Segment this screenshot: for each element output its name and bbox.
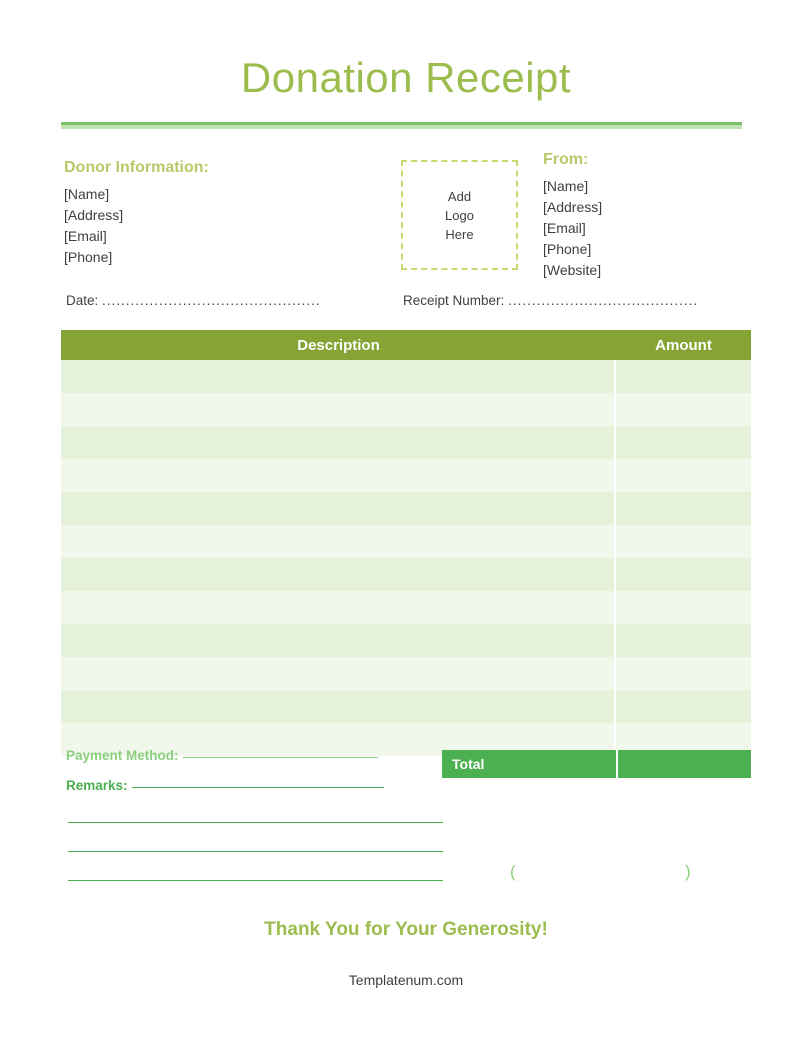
table-row[interactable] bbox=[61, 591, 751, 624]
cell-amount[interactable] bbox=[616, 591, 751, 624]
items-table-header bbox=[61, 330, 751, 360]
cell-amount[interactable] bbox=[616, 360, 751, 393]
items-table-body bbox=[61, 360, 751, 756]
cell-amount[interactable] bbox=[616, 690, 751, 723]
donor-address-field[interactable]: [Address] bbox=[64, 207, 124, 224]
cell-amount[interactable] bbox=[616, 426, 751, 459]
table-row[interactable] bbox=[61, 525, 751, 558]
table-row[interactable] bbox=[61, 624, 751, 657]
column-header-description: Description bbox=[297, 336, 380, 354]
payment-method-field[interactable] bbox=[66, 748, 378, 763]
cell-amount[interactable] bbox=[616, 492, 751, 525]
total-value[interactable] bbox=[618, 750, 751, 778]
add-logo-placeholder[interactable] bbox=[401, 160, 518, 270]
receipt-number-label: Receipt Number: bbox=[403, 293, 505, 308]
remarks-extra-line-2[interactable] bbox=[68, 851, 443, 852]
cell-amount[interactable] bbox=[616, 558, 751, 591]
cell-description[interactable] bbox=[61, 624, 616, 657]
from-email-field[interactable]: [Email] bbox=[543, 220, 586, 237]
cell-description[interactable] bbox=[61, 360, 616, 393]
page-title: Donation Receipt bbox=[240, 54, 572, 101]
cell-amount[interactable] bbox=[616, 393, 751, 426]
donor-phone-field[interactable]: [Phone] bbox=[64, 249, 113, 266]
cell-description[interactable] bbox=[61, 690, 616, 723]
from-address-field[interactable]: [Address] bbox=[543, 199, 603, 216]
table-row[interactable] bbox=[61, 393, 751, 426]
table-row[interactable] bbox=[61, 492, 751, 525]
remarks-extra-line-1[interactable] bbox=[68, 822, 443, 823]
cell-amount[interactable] bbox=[616, 459, 751, 492]
receipt-number-dotted-line: ........................................ bbox=[508, 293, 699, 308]
from-heading: From: bbox=[543, 151, 589, 168]
logo-line-3: Here bbox=[445, 226, 474, 242]
date-label: Date: bbox=[66, 293, 99, 308]
table-row[interactable] bbox=[61, 360, 751, 393]
cell-description[interactable] bbox=[61, 492, 616, 525]
cell-description[interactable] bbox=[61, 393, 616, 426]
thank-you-message: Thank You for Your Generosity! bbox=[264, 919, 548, 940]
from-website-field[interactable]: [Website] bbox=[543, 262, 602, 279]
title-divider bbox=[61, 122, 742, 129]
cell-description[interactable] bbox=[61, 657, 616, 690]
cell-amount[interactable] bbox=[616, 657, 751, 690]
table-row[interactable] bbox=[61, 426, 751, 459]
cell-description[interactable] bbox=[61, 558, 616, 591]
logo-line-1: Add bbox=[447, 188, 472, 204]
remarks-input[interactable] bbox=[132, 787, 384, 788]
cell-amount[interactable] bbox=[616, 525, 751, 558]
column-header-amount: Amount bbox=[655, 336, 712, 354]
total-label: Total bbox=[442, 750, 618, 778]
from-name-field[interactable]: [Name] bbox=[543, 178, 589, 195]
date-dotted-line: .............................................. bbox=[102, 293, 321, 308]
payment-method-input[interactable] bbox=[183, 757, 378, 758]
donor-information-heading: Donor Information: bbox=[64, 159, 209, 176]
site-credit: Templatenum.com bbox=[348, 972, 464, 988]
logo-line-2: Logo bbox=[445, 207, 474, 223]
receipt-number-field[interactable] bbox=[403, 293, 698, 308]
table-row[interactable] bbox=[61, 558, 751, 591]
from-information-block bbox=[543, 150, 753, 281]
signature-open-paren: ( bbox=[510, 862, 516, 881]
cell-description[interactable] bbox=[61, 591, 616, 624]
remarks-label: Remarks: bbox=[66, 778, 128, 793]
table-row[interactable] bbox=[61, 657, 751, 690]
donor-email-field[interactable]: [Email] bbox=[64, 228, 107, 245]
table-row[interactable] bbox=[61, 459, 751, 492]
items-table bbox=[61, 330, 751, 756]
table-row[interactable] bbox=[61, 690, 751, 723]
donor-information-block bbox=[64, 158, 364, 268]
total-bar bbox=[442, 750, 751, 778]
date-field[interactable] bbox=[66, 293, 321, 308]
cell-amount[interactable] bbox=[616, 624, 751, 657]
donor-name-field[interactable]: [Name] bbox=[64, 186, 110, 203]
remarks-extra-line-3[interactable] bbox=[68, 880, 443, 881]
remarks-field[interactable] bbox=[66, 778, 384, 793]
divider-line-light bbox=[61, 125, 742, 129]
payment-method-label: Payment Method: bbox=[66, 748, 179, 763]
cell-description[interactable] bbox=[61, 459, 616, 492]
signature-close-paren: ) bbox=[685, 862, 691, 881]
cell-description[interactable] bbox=[61, 426, 616, 459]
from-phone-field[interactable]: [Phone] bbox=[543, 241, 592, 258]
cell-description[interactable] bbox=[61, 525, 616, 558]
